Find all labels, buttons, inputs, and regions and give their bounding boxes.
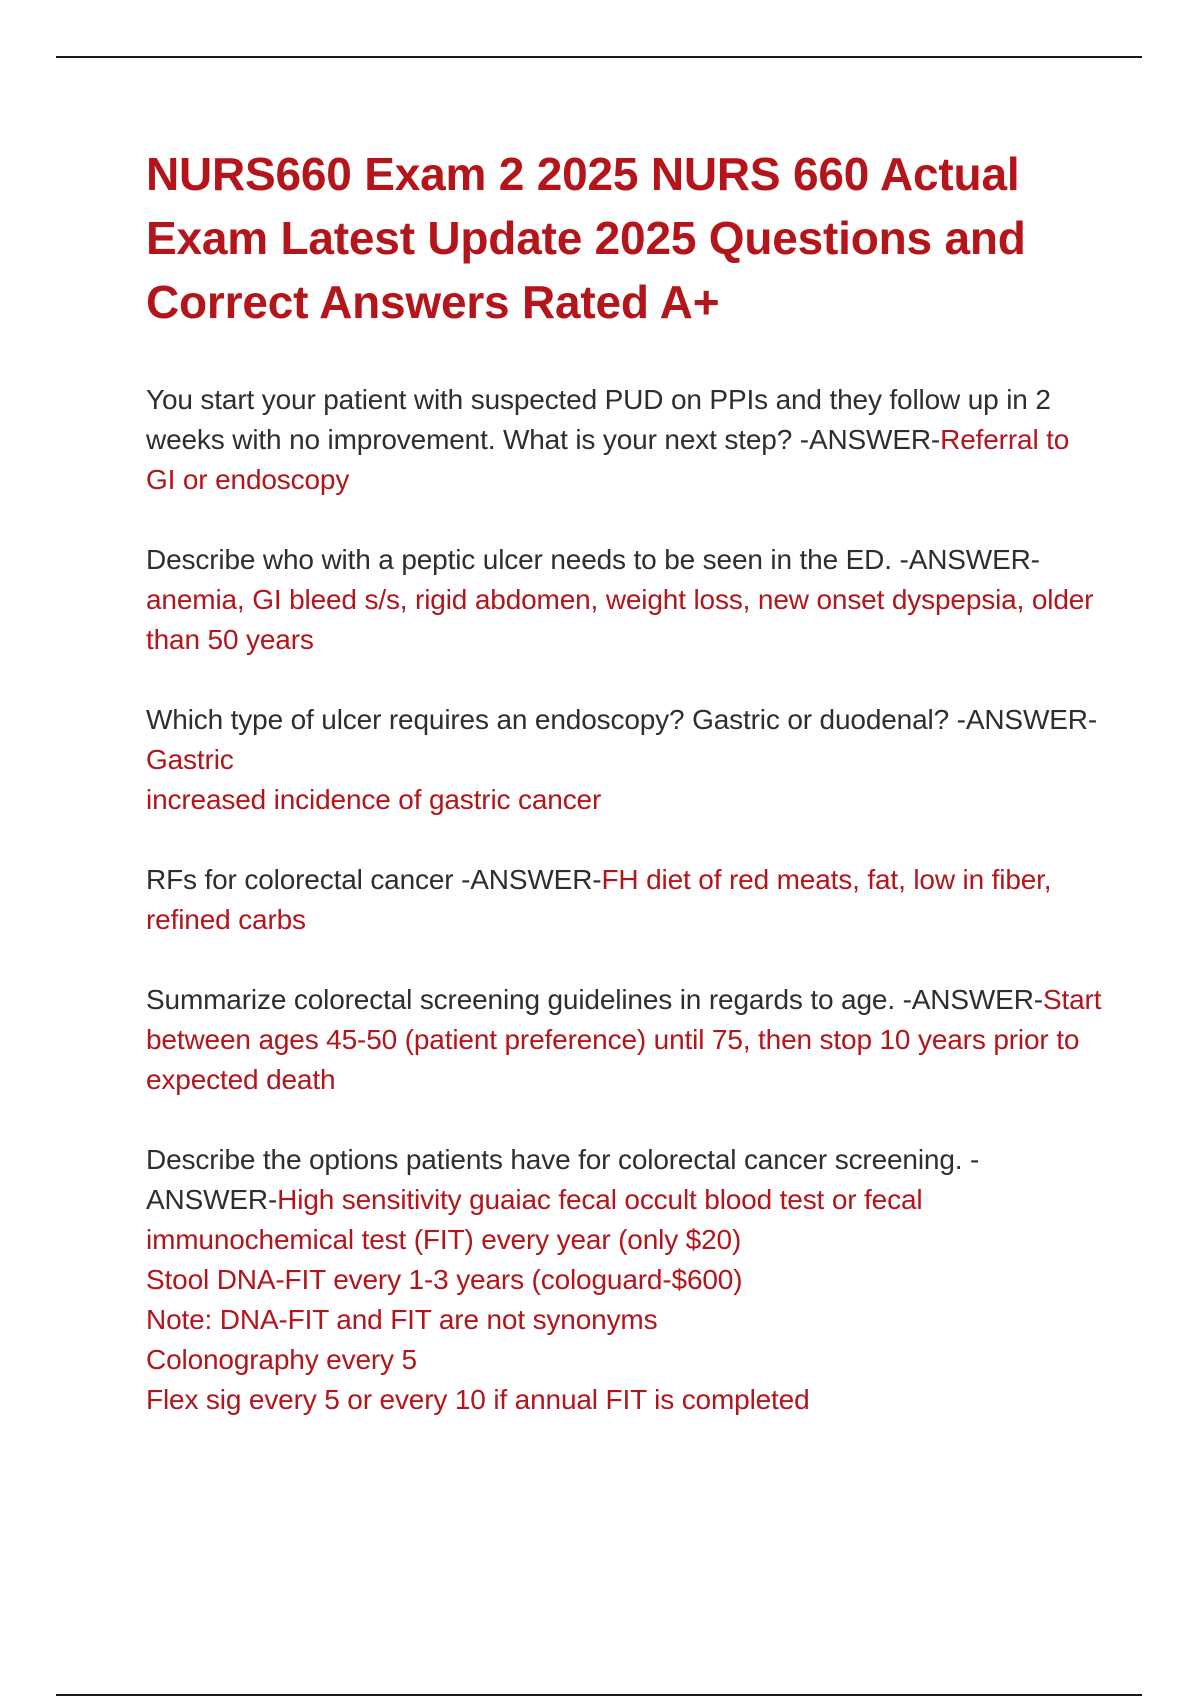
question-text: Describe the options patients have for colorectal cancer screening. — [146, 1144, 963, 1175]
answer-text: anemia, GI bleed s/s, rigid abdomen, weight loss, new onset dyspepsia, older than 50 years — [146, 584, 1094, 655]
bottom-rule — [56, 1694, 1142, 1696]
question-text: RFs for colorectal cancer — [146, 864, 454, 895]
answer-extra-line: Flex sig every 5 or every 10 if annual FIT is completed — [146, 1384, 810, 1415]
answer-text: High sensitivity guaiac fecal occult blood test or fecal immunochemical test (FIT) every year (only $20) — [146, 1184, 923, 1255]
qa-item — [146, 860, 1106, 940]
qa-item — [146, 980, 1106, 1100]
question-text: Which type of ulcer requires an endoscopy? Gastric or duodenal? — [146, 704, 950, 735]
answer-label: -ANSWER- — [899, 544, 1040, 575]
question-text: Summarize colorectal screening guidelines in regards to age. — [146, 984, 895, 1015]
document-body — [146, 142, 1106, 1460]
document-title: NURS660 Exam 2 2025 NURS 660 Actual Exam Latest Update 2025 Questions and Correct Answers Rated A+ — [146, 148, 1026, 328]
answer-label: -ANSWER- — [902, 984, 1043, 1015]
answer-text: Gastric — [146, 744, 234, 775]
answer-extra-line: Colonography every 5 — [146, 1344, 417, 1375]
answer-text: Start between ages 45-50 (patient preference) until 75, then stop 10 years prior to expected death — [146, 984, 1102, 1095]
answer-label: -ANSWER- — [799, 424, 941, 455]
answer-text: FH diet of red meats, fat, low in fiber, refined carbs — [146, 864, 1052, 935]
question-text: Describe who with a peptic ulcer needs to be seen in the ED. — [146, 544, 892, 575]
answer-label: -ANSWER- — [956, 704, 1098, 735]
qa-item — [146, 700, 1106, 820]
top-rule — [56, 56, 1142, 58]
qa-item — [146, 1140, 1106, 1420]
answer-label: -ANSWER- — [461, 864, 602, 895]
qa-item — [146, 380, 1106, 500]
answer-extra-line: Note: DNA-FIT and FIT are not synonyms — [146, 1304, 658, 1335]
answer-extra-line: Stool DNA-FIT every 1-3 years (cologuard-$600) — [146, 1264, 743, 1295]
answer-extra-line: increased incidence of gastric cancer — [146, 784, 602, 815]
qa-item — [146, 540, 1106, 660]
answer-text: Referral to GI or endoscopy — [146, 424, 1070, 495]
qa-list — [146, 380, 1106, 1420]
answer-label: -ANSWER- — [146, 1144, 980, 1215]
question-text: You start your patient with suspected PUD on PPIs and they follow up in 2 weeks with no improvement. What is your next step? — [146, 384, 1051, 455]
